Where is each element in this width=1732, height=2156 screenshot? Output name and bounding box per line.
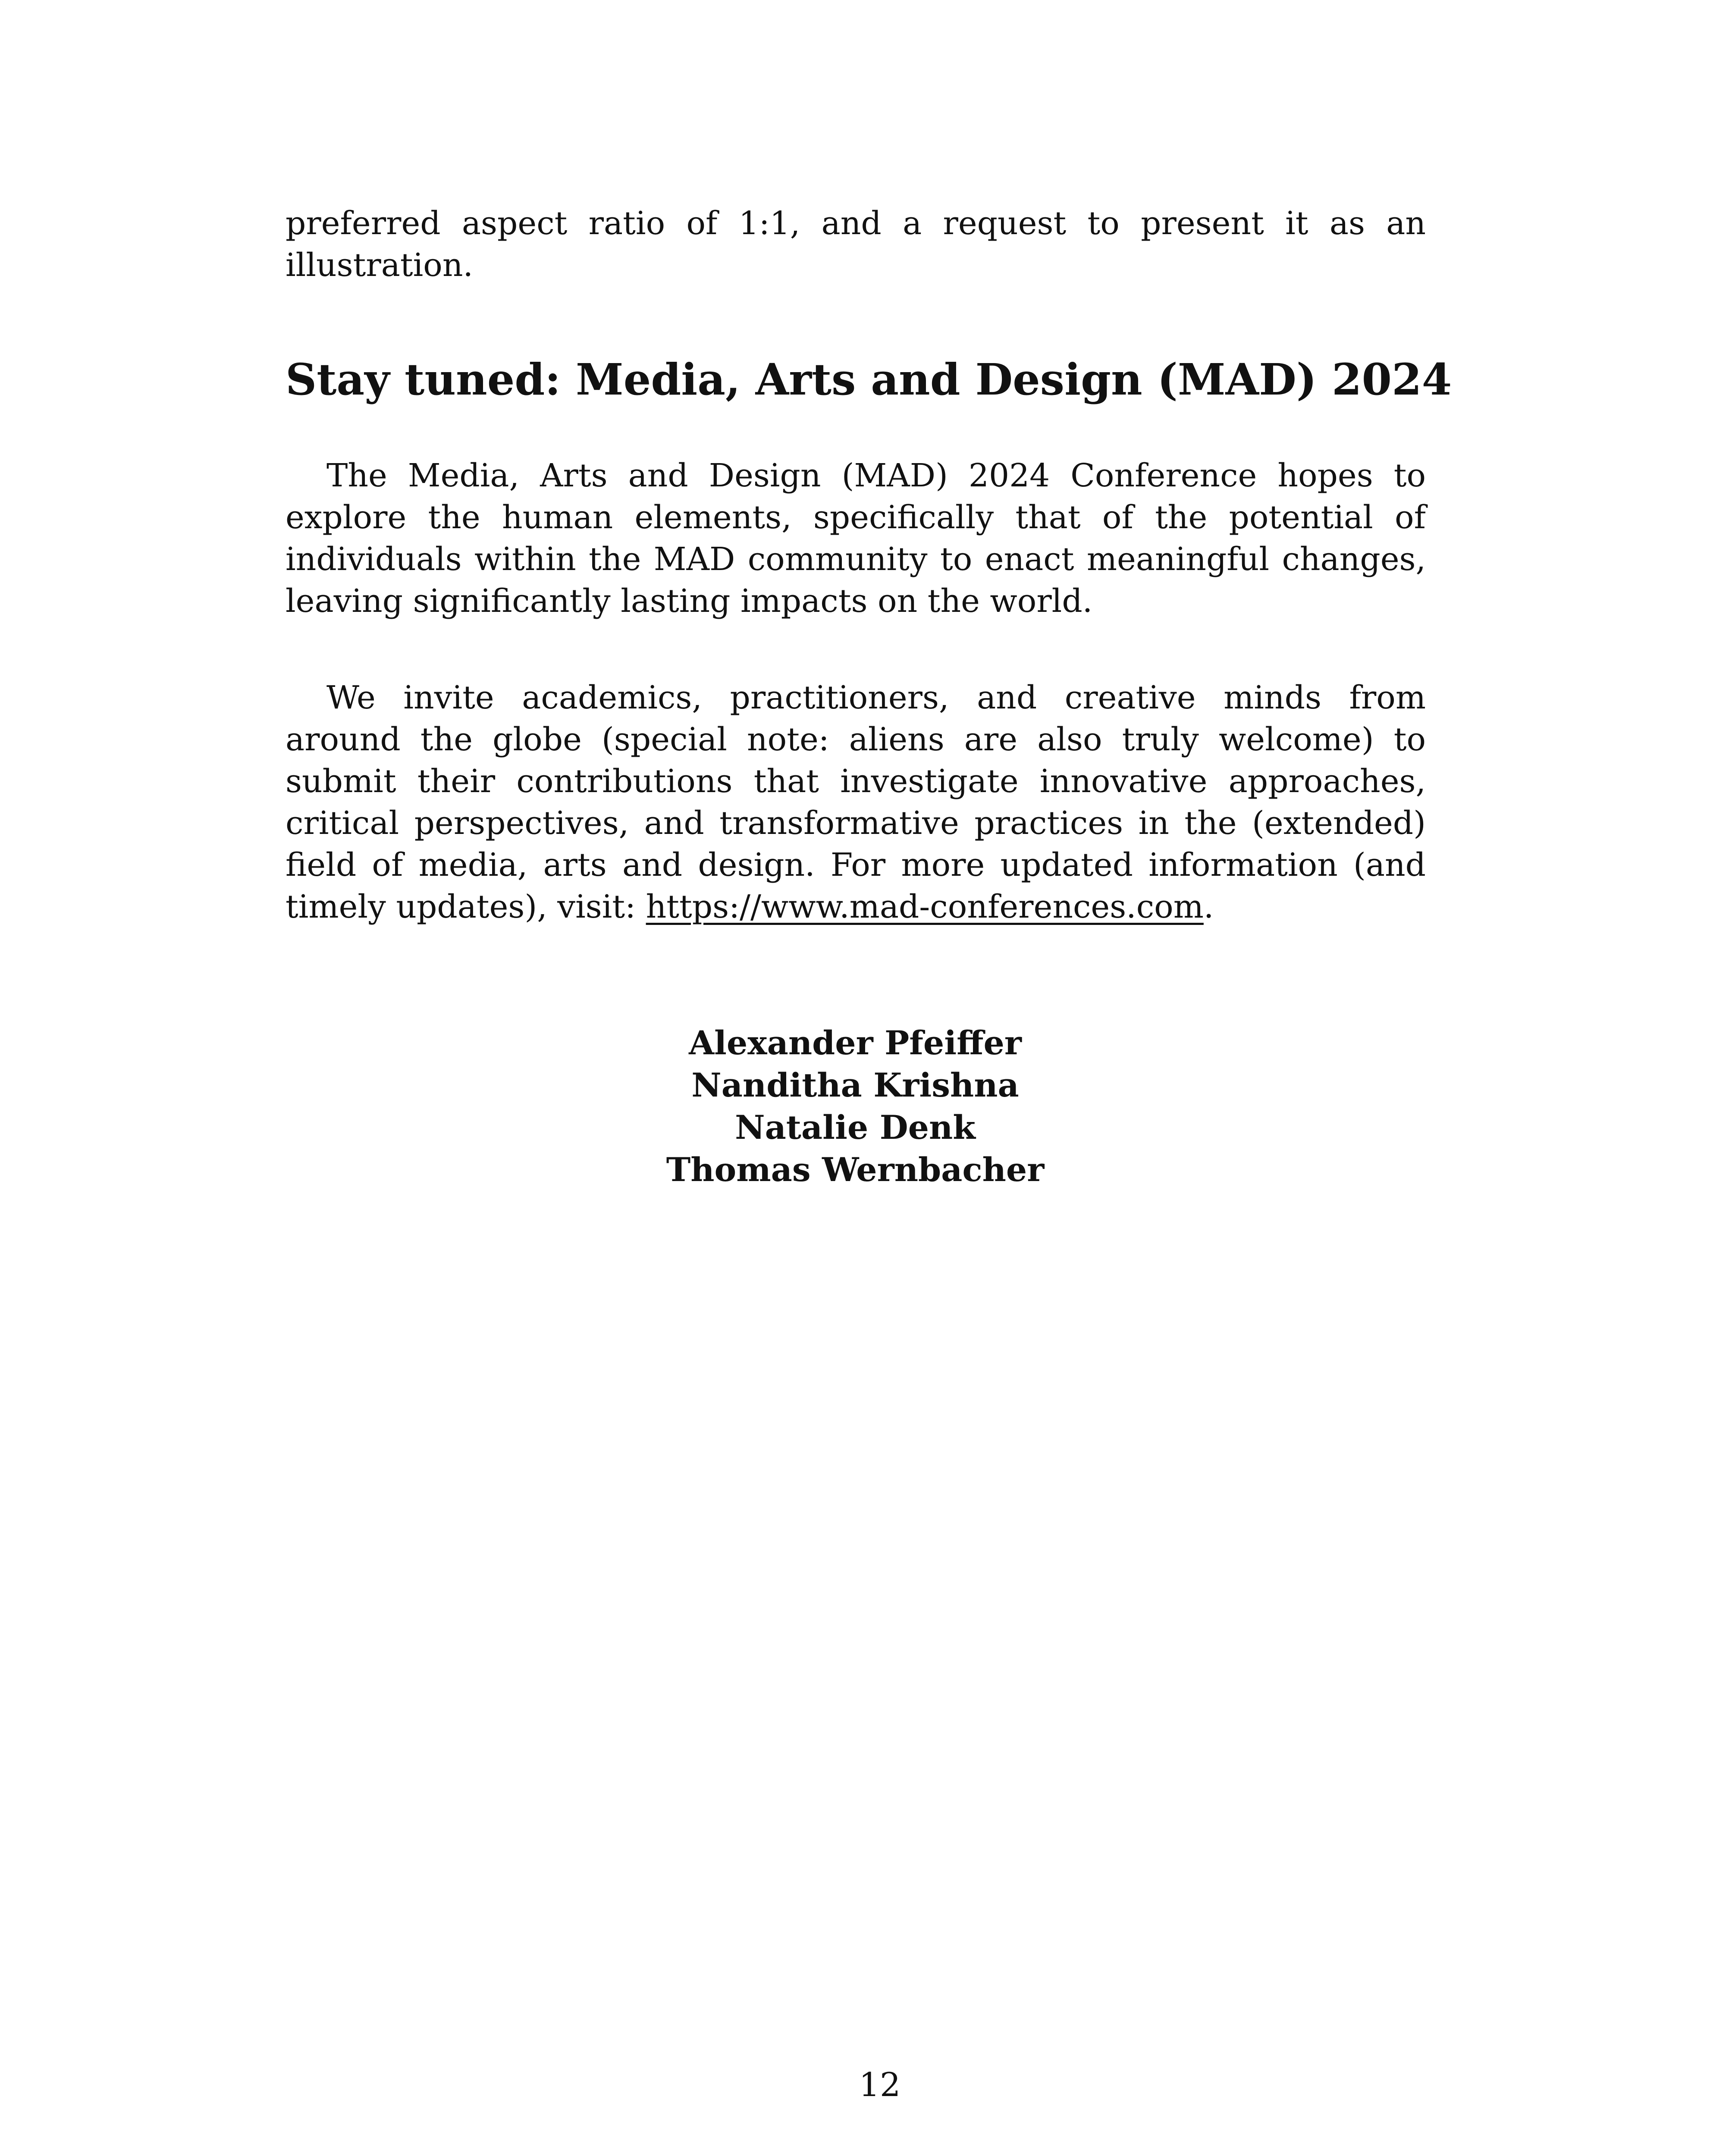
author-name: Nanditha Krishna <box>691 1066 1019 1104</box>
author-list <box>0 1022 1710 1191</box>
author-name: Thomas Wernbacher <box>666 1150 1045 1189</box>
section-heading: Stay tuned: Media, Arts and Design (MAD) 2024 <box>286 354 1452 405</box>
conference-description-paragraph: The Media, Arts and Design (MAD) 2024 Conference hopes to explore the human elements, specifically that of the potential of individuals within the MAD community to enact meaningful changes, leaving significantly lasting impacts on the world. <box>286 457 1426 620</box>
page-number: 12 <box>859 2065 901 2104</box>
author-name: Alexander Pfeiffer <box>689 1024 1022 1062</box>
invitation-text: We invite academics, practitioners, and creative minds from around the globe (special note: aliens are also truly welcome) to submit their contributions that investigate innovative approaches, critical perspectives, and transformative practices in the (extended) field of media, arts and design. For more updated information (and timely updates), visit: <box>286 679 1426 925</box>
conference-website-link[interactable]: https://www.mad-conferences.com <box>646 888 1204 925</box>
invitation-paragraph <box>286 677 1426 928</box>
author-name: Natalie Denk <box>735 1108 976 1147</box>
continuation-paragraph: preferred aspect ratio of 1:1, and a request to present it as an illustration. <box>286 205 1426 284</box>
invitation-end-punctuation: . <box>1203 888 1214 925</box>
